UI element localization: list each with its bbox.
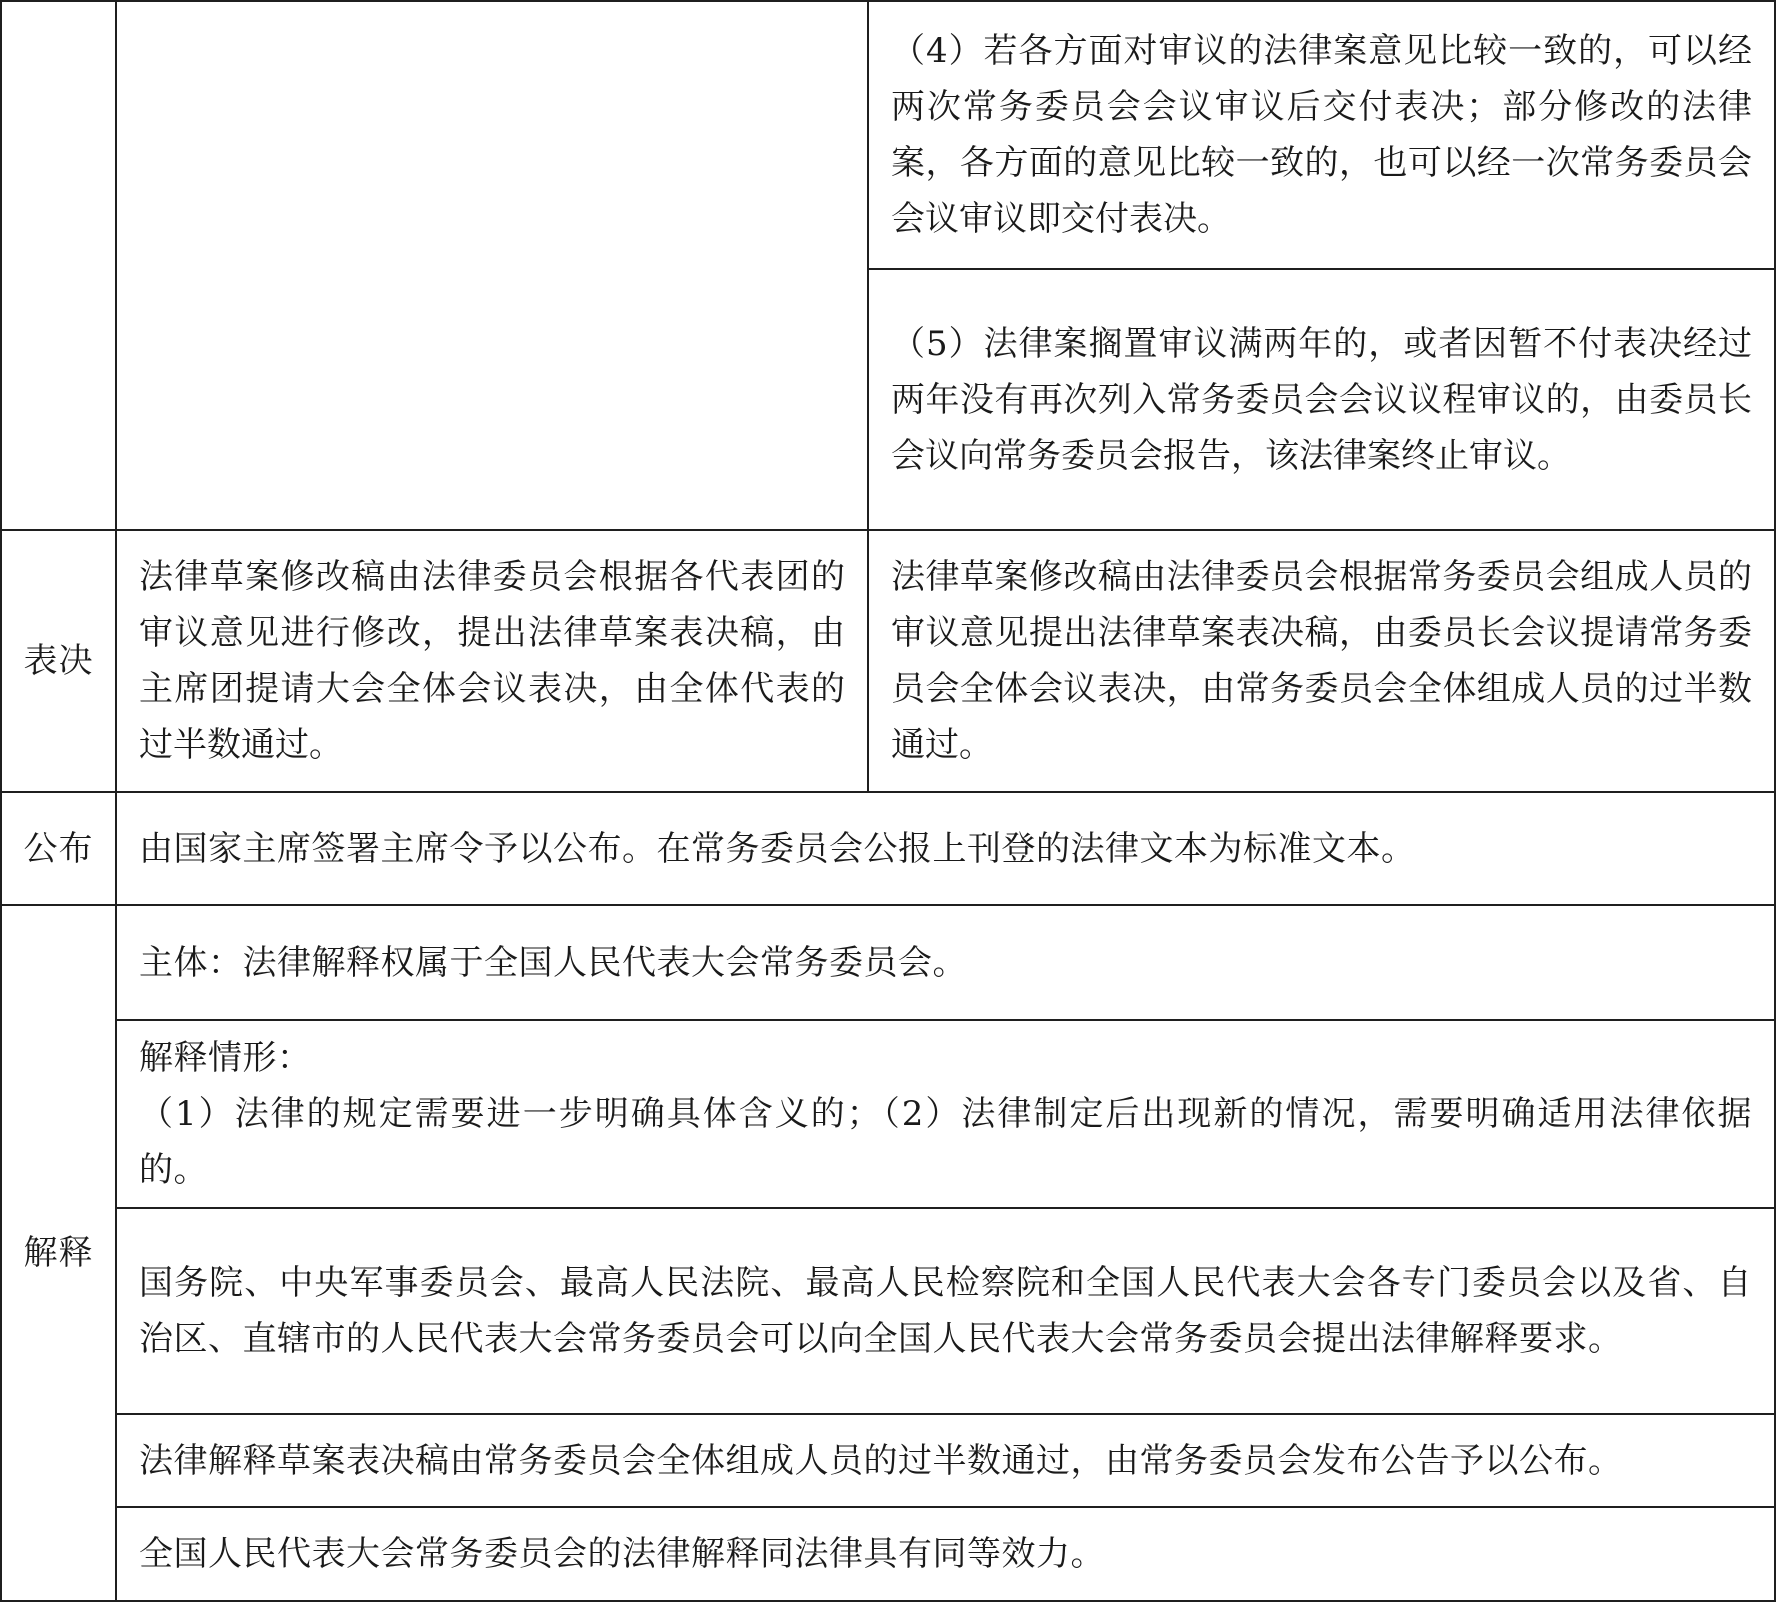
publish-label: 公布 <box>1 792 116 905</box>
review-item-5: （5）法律案搁置审议满两年的，或者因暂不付表决经过两年没有再次列入常务委员会会议议程审议的，由委员长会议向常务委员会报告，该法律案终止审议。 <box>868 269 1775 530</box>
interpretation-subject: 主体：法律解释权属于全国人民代表大会常务委员会。 <box>116 905 1775 1020</box>
publish-row <box>1 792 1775 905</box>
interpretation-effect: 全国人民代表大会常务委员会的法律解释同法律具有同等效力。 <box>116 1507 1775 1601</box>
interpretation-row <box>1 1208 1775 1414</box>
interpretation-row <box>1 1020 1775 1208</box>
situations-text: （1）法律的规定需要进一步明确具体含义的；（2）法律制定后出现新的情况，需要明确适用法律依据的。 <box>139 1094 1752 1190</box>
vote-row <box>1 530 1775 792</box>
stage-label-cell-empty <box>1 1 116 530</box>
interpretation-label: 解释 <box>1 905 116 1601</box>
vote-label: 表决 <box>1 530 116 792</box>
interpretation-row <box>1 905 1775 1020</box>
situations-title: 解释情形： <box>139 1038 312 1078</box>
publish-text: 由国家主席签署主席令予以公布。在常务委员会公报上刊登的法律文本为标准文本。 <box>116 792 1775 905</box>
interpretation-row <box>1 1507 1775 1601</box>
interpretation-situations <box>116 1020 1775 1208</box>
interpretation-adoption: 法律解释草案表决稿由常务委员会全体组成人员的过半数通过，由常务委员会发布公告予以公布。 <box>116 1414 1775 1507</box>
interpretation-row <box>1 1414 1775 1507</box>
vote-npc-text: 法律草案修改稿由法律委员会根据各代表团的审议意见进行修改，提出法律草案表决稿，由主席团提请大会全体会议表决，由全体代表的过半数通过。 <box>116 530 868 792</box>
table-row <box>1 1 1775 269</box>
review-item-4: （4）若各方面对审议的法律案意见比较一致的，可以经两次常务委员会会议审议后交付表决；部分修改的法律案，各方面的意见比较一致的，也可以经一次常务委员会会议审议即交付表决。 <box>868 1 1775 269</box>
npc-procedure-cell-empty <box>116 1 868 530</box>
interpretation-request: 国务院、中央军事委员会、最高人民法院、最高人民检察院和全国人民代表大会各专门委员会以及省、自治区、直辖市的人民代表大会常务委员会可以向全国人民代表大会常务委员会提出法律解释要求。 <box>116 1208 1775 1414</box>
vote-standing-committee-text: 法律草案修改稿由法律委员会根据常务委员会组成人员的审议意见提出法律草案表决稿，由委员长会议提请常务委员会全体会议表决，由常务委员会全体组成人员的过半数通过。 <box>868 530 1775 792</box>
